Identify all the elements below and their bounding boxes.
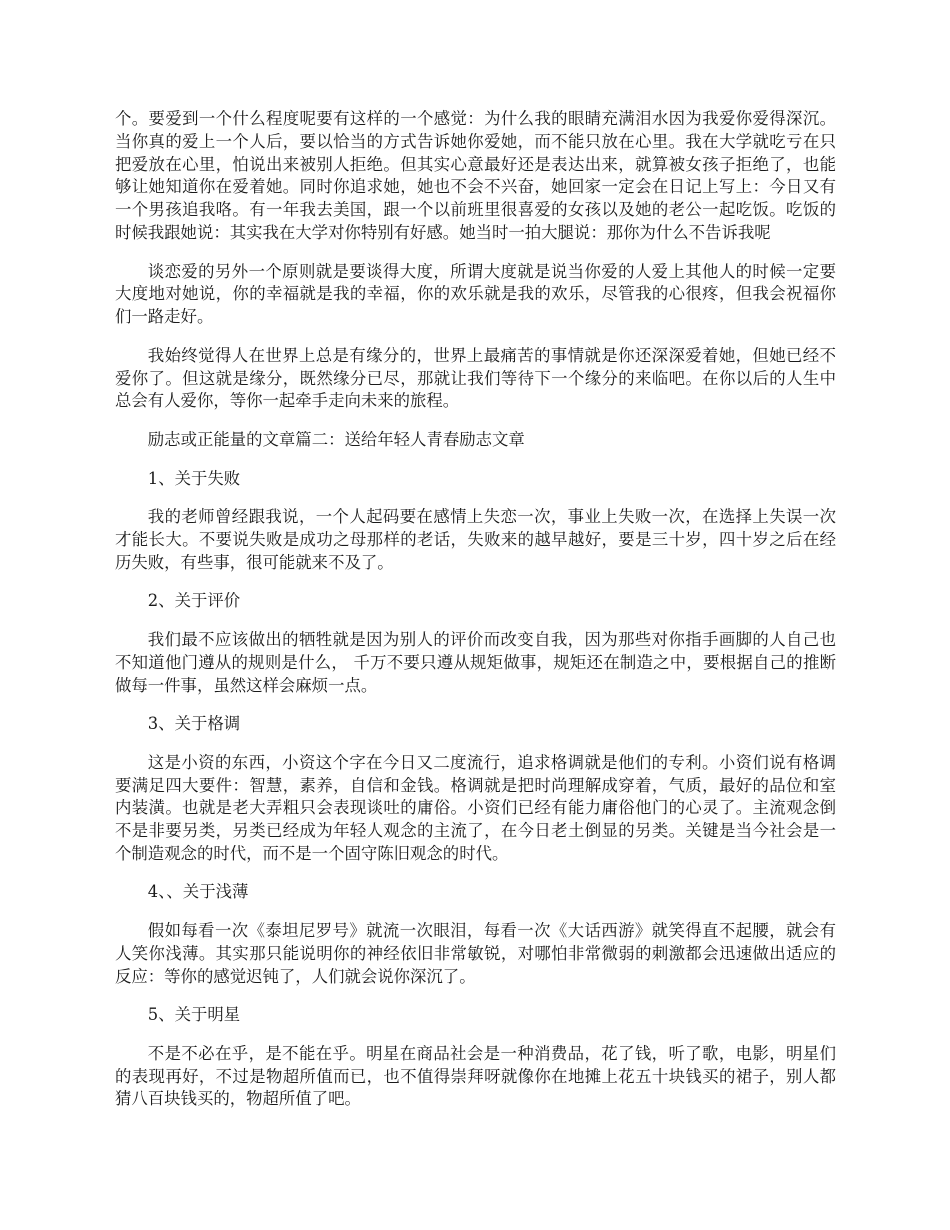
paragraph-love-express: 个。要爱到一个什么程度呢要有这样的一个感觉：为什么我的眼睛充满泪水因为我爱你爱得深沉。当你真的爱上一个人后，要以恰当的方式告诉她你爱她，而不能只放在心里。我在大学就吃亏在只把爱放在心里，怕说出来被别人拒绝。但其实心意最好还是表达出来，就算被女孩子拒绝了，也能够让她知道你在爱着她。同时你追求她，她也不会不兴奋，她回家一定会在日记上写上：今日又有一个男孩追我咯。有一年我去美国，跟一个以前班里很喜爱的女孩以及她的老公一起吃饭。吃饭的时候我跟她说：其实我在大学对你特别有好感。她当时一拍大腿说：那你为什么不告诉我呢	[115, 109, 836, 242]
heading-failure: 1、关于失败	[147, 468, 241, 488]
paragraph-failure: 我的老师曾经跟我说，一个人起码要在感情上失恋一次，事业上失败一次，在选择上失误一次才能长大。不要说失败是成功之母那样的老话，失败来的越早越好，要是三十岁，四十岁之后在经历失败，有些事，很可能就来不及了。	[115, 507, 836, 572]
heading-style: 3、关于格调	[147, 714, 241, 734]
heading-shallow: 4、、关于浅薄	[147, 882, 249, 902]
section-title: 励志或正能量的文章篇二：送给年轻人青春励志文章	[147, 429, 525, 449]
paragraph-fate: 我始终觉得人在世界上总是有缘分的，世界上最痛苦的事情就是你还深深爱着她，但她已经不爱你了。但这就是缘分，既然缘分已尽，那就让我们等待下一个缘分的来临吧。在你以后的人生中总会有人爱你，等你一起牵手走向未来的旅程。	[115, 345, 836, 411]
paragraph-evaluation: 我们最不应该做出的牺牲就是因为别人的评价而改变自我，因为那些对你指手画脚的人自己也不知道他门遵从的规则是什么， 千万不要只遵从规矩做事，规矩还在制造之中，要根据自己的推断做每一件事，虽然这样会麻烦一点。	[115, 629, 836, 695]
heading-evaluation: 2、关于评价	[147, 591, 241, 611]
paragraph-style: 这是小资的东西，小资这个字在今日又二度流行，追求格调就是他们的专利。小资们说有格调要满足四大要件：智慧，素养，自信和金钱。格调就是把时尚理解成穿着，气质，最好的品位和室内装潢。也就是老大弄粗只会表现谈吐的庸俗。小资们已经有能力庸俗他门的心灵了。主流观念倒不是非要另类，另类已经成为年轻人观念的主流了，在今日老土倒显的另类。关键是当今社会是一个制造观念的时代，而不是一个固守陈旧观念的时代。	[115, 752, 836, 863]
paragraph-shallow: 假如每看一次《泰坦尼罗号》就流一次眼泪，每看一次《大话西游》就笑得直不起腰，就会有人笑你浅薄。其实那只能说明你的神经依旧非常敏锐，对哪怕非常微弱的刺激都会迅速做出适应的反应：等你的感觉迟钝了，人们就会说你深沉了。	[115, 921, 836, 986]
heading-stars: 5、关于明星	[147, 1005, 241, 1025]
paragraph-stars: 不是不必在乎，是不能在乎。明星在商品社会是一种消费品，花了钱，听了歌，电影，明星们的表现再好，不过是物超所值而已，也不值得崇拜呀就像你在地摊上花五十块钱买的裙子，别人都猜八百块钱买的，物超所值了吧。	[115, 1043, 836, 1109]
document-body	[115, 108, 836, 1127]
paragraph-love-generous: 谈恋爱的另外一个原则就是要谈得大度，所谓大度就是说当你爱的人爱上其他人的时候一定要大度地对她说，你的幸福就是我的幸福，你的欢乐就是我的欢乐，尽管我的心很疼，但我会祝福你们一路走好。	[115, 261, 836, 327]
